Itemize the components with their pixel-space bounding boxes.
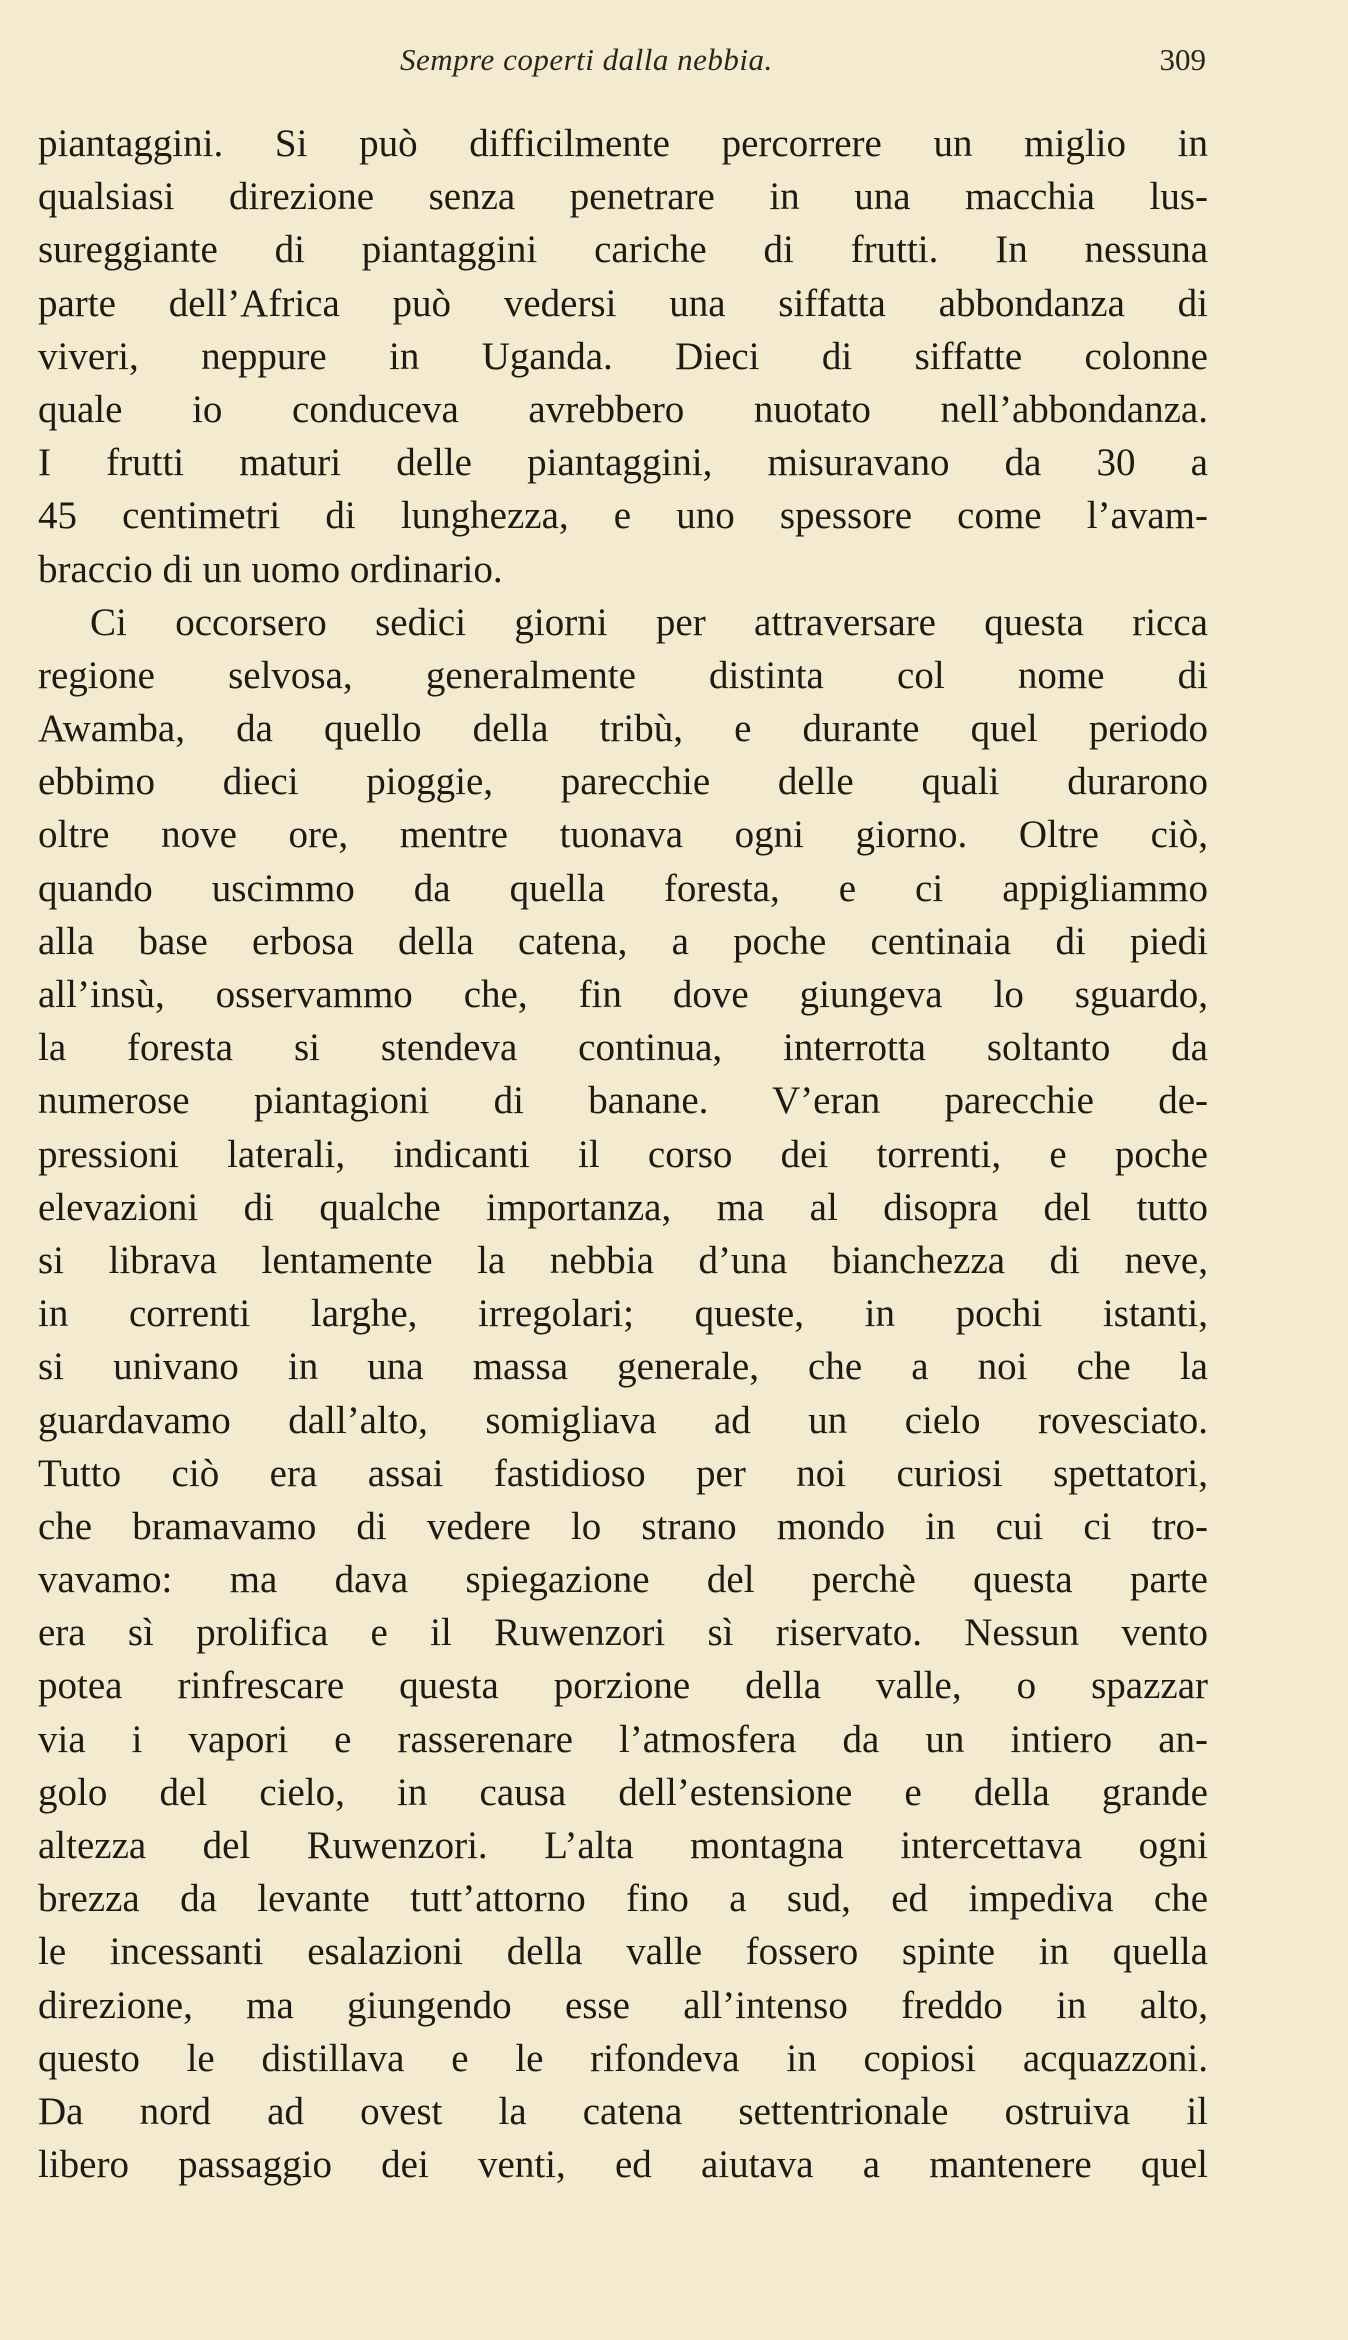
text-line: Da nord ad ovest la catena settentrionale ostruiva il	[38, 2089, 1208, 2133]
text-line: direzione, ma giungendo esse all’intenso freddo in alto,	[38, 1983, 1208, 2027]
text-line: piantaggini. Si può difficilmente percorrere un miglio in	[38, 122, 1208, 165]
text-line: potea rinfrescare questa porzione della valle, o spazzar	[38, 1664, 1208, 1708]
text-line: era sì prolifica e il Ruwenzori sì riservato. Nessun vento	[38, 1611, 1208, 1655]
paragraph-end-line: braccio di un uomo ordinario.	[38, 547, 503, 591]
text-line: pressioni laterali, indicanti il corso dei torrenti, e poche	[38, 1132, 1208, 1176]
text-line: Awamba, da quello della tribù, e durante quel periodo	[38, 707, 1208, 751]
text-line: si librava lentamente la nebbia d’una bianchezza di neve,	[38, 1238, 1208, 1282]
text-line: qualsiasi direzione senza penetrare in una macchia lus-	[38, 175, 1208, 219]
text-line: quando uscimmo da quella foresta, e ci appigliammo	[38, 866, 1208, 910]
text-line: questo le distillava e le rifondeva in copiosi acquazzoni.	[38, 2036, 1208, 2080]
text-line: Tutto ciò era assai fastidioso per noi curiosi spettatori,	[38, 1451, 1208, 1495]
text-line: oltre nove ore, mentre tuonava ogni giorno. Oltre ciò,	[38, 813, 1208, 857]
text-line: regione selvosa, generalmente distinta col nome di	[38, 653, 1208, 697]
text-line: parte dell’Africa può vedersi una siffatta abbondanza di	[38, 281, 1208, 325]
text-line: alla base erbosa della catena, a poche centinaia di piedi	[38, 919, 1208, 963]
text-line: in correnti larghe, irregolari; queste, in pochi istanti,	[38, 1292, 1208, 1336]
text-line: le incessanti esalazioni della valle fossero spinte in quella	[38, 1930, 1208, 1974]
text-line: 45 centimetri di lunghezza, e uno spessore come l’avam-	[38, 494, 1208, 538]
text-line: elevazioni di qualche importanza, ma al disopra del tutto	[38, 1185, 1208, 1229]
body-text	[38, 117, 1208, 2191]
text-line: quale io conduceva avrebbero nuotato nell’abbondanza.	[38, 387, 1208, 431]
text-line: golo del cielo, in causa dell’estensione e della grande	[38, 1770, 1208, 1814]
text-line: I frutti maturi delle piantaggini, misuravano da 30 a	[38, 441, 1208, 485]
text-line: viveri, neppure in Uganda. Dieci di siffatte colonne	[38, 334, 1208, 378]
text-line: via i vapori e rasserenare l’atmosfera da un intiero an-	[38, 1717, 1208, 1761]
text-line: libero passaggio dei venti, ed aiutava a mantenere quel	[38, 2143, 1208, 2187]
text-line: che bramavamo di vedere lo strano mondo in cui ci tro-	[38, 1504, 1208, 1548]
paragraph-start-line: Ci occorsero sedici giorni per attraversare questa ricca	[90, 600, 1208, 644]
running-head	[0, 42, 1348, 82]
page-number: 309	[1159, 42, 1206, 77]
text-line: numerose piantagioni di banane. V’eran parecchie de-	[38, 1079, 1208, 1123]
text-line: ebbimo dieci pioggie, parecchie delle quali durarono	[38, 760, 1208, 804]
text-line: brezza da levante tutt’attorno fino a sud, ed impediva che	[38, 1877, 1208, 1921]
text-line: sureggiante di piantaggini cariche di frutti. In nessuna	[38, 228, 1208, 272]
text-line: altezza del Ruwenzori. L’alta montagna intercettava ogni	[38, 1824, 1208, 1867]
text-line: all’insù, osservammo che, fin dove giungeva lo sguardo,	[38, 973, 1208, 1016]
text-line: la foresta si stendeva continua, interrotta soltanto da	[38, 1026, 1208, 1070]
text-line: vavamo: ma dava spiegazione del perchè questa parte	[38, 1558, 1208, 1602]
text-line: guardavamo dall’alto, somigliava ad un cielo rovesciato.	[38, 1398, 1208, 1442]
text-line: si univano in una massa generale, che a noi che la	[38, 1345, 1208, 1389]
running-title: Sempre coperti dalla nebbia.	[400, 42, 773, 77]
